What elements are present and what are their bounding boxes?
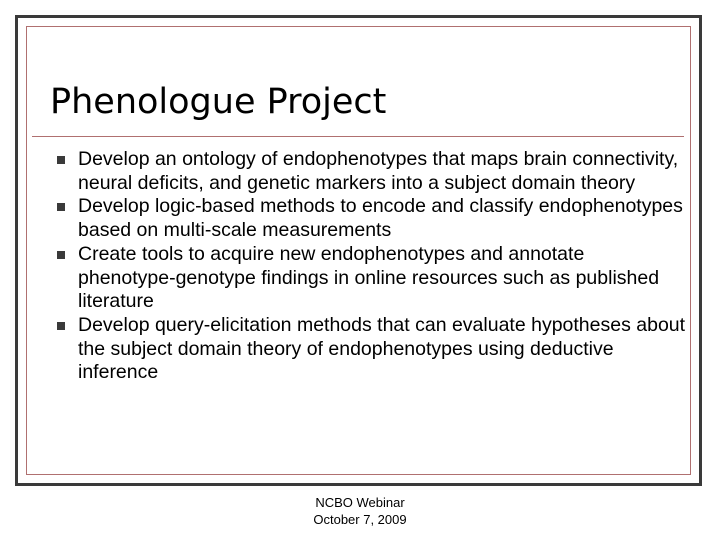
bullet-item xyxy=(57,243,687,314)
slide-footer xyxy=(260,494,460,528)
slide-title: Phenologue Project xyxy=(50,82,387,122)
bullet-text: Create tools to acquire new endophenotypes and annotate phenotype-genotype findings in online resources such as published literature xyxy=(78,242,660,313)
square-bullet-icon xyxy=(57,203,65,211)
bullet-item xyxy=(57,148,687,195)
bullet-list xyxy=(57,148,687,385)
title-divider xyxy=(32,136,684,137)
square-bullet-icon xyxy=(57,251,65,259)
square-bullet-icon xyxy=(57,322,65,330)
bullet-text: Develop an ontology of endophenotypes that maps brain connectivity, neural deficits, and genetic markers into a subject domain theory xyxy=(78,148,679,194)
bullet-text: Develop query-elicitation methods that can evaluate hypotheses about the subject domain theory of endophenotypes using deductive inference xyxy=(78,313,686,384)
footer-date: October 7, 2009 xyxy=(313,512,407,527)
footer-event: NCBO Webinar xyxy=(315,495,405,510)
bullet-item xyxy=(57,195,687,242)
bullet-item xyxy=(57,314,687,385)
bullet-text: Develop logic-based methods to encode and classify endophenotypes based on multi-scale measurements xyxy=(78,195,683,242)
square-bullet-icon xyxy=(57,156,65,164)
